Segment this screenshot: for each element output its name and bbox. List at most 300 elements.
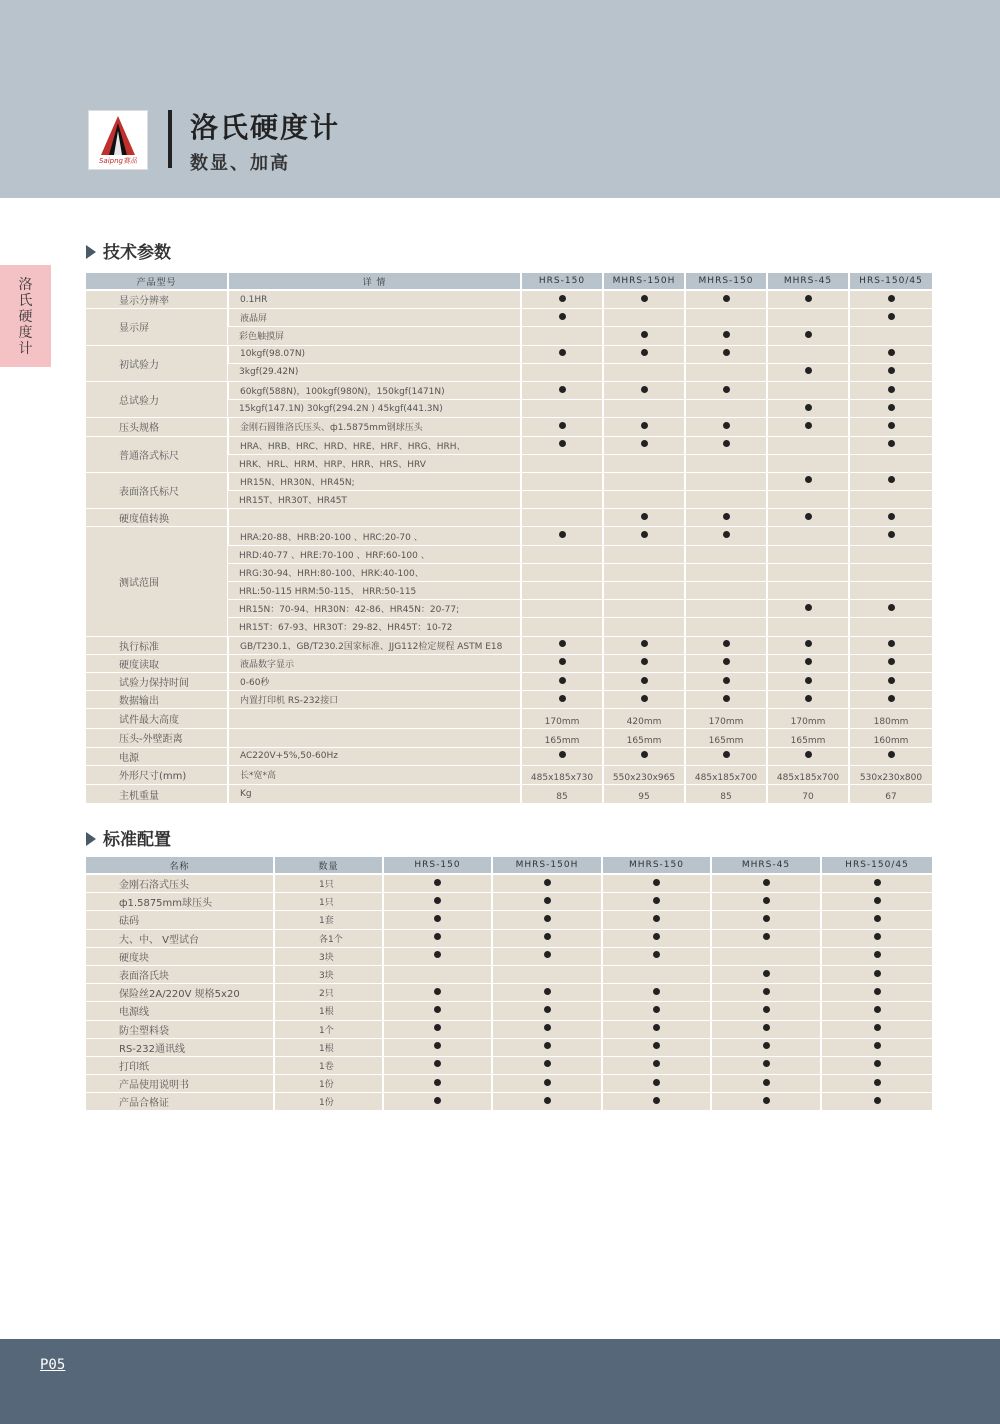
dot-icon (874, 933, 881, 940)
dot-icon (653, 1006, 660, 1013)
tech-table (86, 273, 932, 804)
column-header: MHRS-150H (603, 273, 685, 290)
column-header: HRS-150 (521, 273, 603, 290)
item-name: 砝码 (86, 911, 274, 929)
model-cell (849, 654, 932, 672)
column-header: 名称 (86, 857, 274, 874)
dot-icon (559, 640, 566, 647)
model-cell (849, 527, 932, 545)
model-cell (849, 672, 932, 690)
model-cell (711, 1038, 821, 1056)
dot-icon (888, 476, 895, 483)
model-cell (767, 527, 849, 545)
param-detail: 长*宽*高 (228, 765, 521, 784)
dot-icon (559, 313, 566, 320)
dot-icon (805, 476, 812, 483)
page-subtitle: 数显、加高 (190, 153, 290, 174)
table-row (86, 874, 932, 893)
param-detail: 15kgf(147.1N) 30kgf(294.2N ) 45kgf(441.3N) (228, 400, 521, 418)
model-cell (711, 984, 821, 1002)
model-cell (821, 893, 932, 911)
dot-icon (434, 1079, 441, 1086)
dot-icon (653, 879, 660, 886)
dot-icon (653, 915, 660, 922)
model-cell (603, 290, 685, 309)
table-row (86, 509, 932, 527)
dot-icon (888, 604, 895, 611)
model-cell (767, 636, 849, 654)
model-cell: 165mm (521, 728, 603, 747)
model-cell (849, 618, 932, 636)
dot-icon (641, 386, 648, 393)
model-cell: 165mm (685, 728, 767, 747)
model-cell (383, 874, 492, 893)
model-cell: 165mm (603, 728, 685, 747)
model-cell (685, 618, 767, 636)
dot-icon (559, 658, 566, 665)
dot-icon (559, 295, 566, 302)
dot-icon (641, 440, 648, 447)
model-cell (383, 1002, 492, 1020)
model-cell (685, 363, 767, 381)
dot-icon (763, 1006, 770, 1013)
dot-icon (763, 988, 770, 995)
model-cell: 165mm (767, 728, 849, 747)
model-cell (603, 509, 685, 527)
dot-icon (544, 1042, 551, 1049)
model-cell: 420mm (603, 709, 685, 728)
dot-icon (641, 677, 648, 684)
model-cell: 485x185x700 (767, 765, 849, 784)
dot-icon (874, 1006, 881, 1013)
model-cell (685, 654, 767, 672)
model-cell (767, 363, 849, 381)
param-name: 电源 (86, 747, 228, 765)
table-row (86, 765, 932, 784)
model-cell (849, 600, 932, 618)
section-config-label: 标准配置 (103, 830, 171, 850)
model-cell (603, 545, 685, 563)
model-cell (821, 1075, 932, 1093)
dot-icon (805, 695, 812, 702)
dot-icon (434, 915, 441, 922)
model-cell (685, 545, 767, 563)
dot-icon (723, 640, 730, 647)
dot-icon (805, 658, 812, 665)
param-detail: 60kgf(588N)，100kgf(980N)，150kgf(1471N) (228, 381, 521, 399)
dot-icon (559, 386, 566, 393)
model-cell: 95 (603, 785, 685, 804)
model-cell (492, 965, 602, 983)
dot-icon (559, 349, 566, 356)
param-detail: 内置打印机 RS-232接口 (228, 691, 521, 709)
model-cell (711, 947, 821, 965)
dot-icon (653, 897, 660, 904)
model-cell: 530x230x800 (849, 765, 932, 784)
footer-band (0, 1339, 1000, 1424)
dot-icon (805, 513, 812, 520)
model-cell (521, 327, 603, 345)
table-row (86, 929, 932, 947)
model-cell (492, 1056, 602, 1074)
model-cell (711, 893, 821, 911)
dot-icon (874, 1042, 881, 1049)
dot-icon (559, 531, 566, 538)
section-config-title (86, 825, 171, 850)
model-cell (767, 309, 849, 327)
column-header: MHRS-45 (767, 273, 849, 290)
model-cell (603, 582, 685, 600)
param-detail (228, 509, 521, 527)
model-cell (685, 327, 767, 345)
param-detail: HR15N：70-94、HR30N：42-86、HR45N：20-77; (228, 600, 521, 618)
model-cell (492, 1020, 602, 1038)
table-row (86, 785, 932, 804)
model-cell (602, 965, 711, 983)
table-row (86, 290, 932, 309)
model-cell (492, 893, 602, 911)
model-cell: 70 (767, 785, 849, 804)
model-cell (521, 400, 603, 418)
table-row (86, 911, 932, 929)
item-name: 产品合格证 (86, 1093, 274, 1111)
model-cell: 180mm (849, 709, 932, 728)
param-name: 普通洛式标尺 (86, 436, 228, 472)
dot-icon (874, 1060, 881, 1067)
model-cell (602, 1093, 711, 1111)
model-cell (383, 911, 492, 929)
item-qty: 3块 (274, 965, 383, 983)
model-cell (767, 672, 849, 690)
model-cell (685, 509, 767, 527)
item-name: 产品使用说明书 (86, 1075, 274, 1093)
param-detail: HRA:20-88、HRB:20-100 、HRC:20-70 、 (228, 527, 521, 545)
model-cell (602, 893, 711, 911)
param-detail: 0.1HR (228, 290, 521, 309)
header-band (0, 0, 1000, 198)
param-detail: GB/T230.1、GB/T230.2国家标准、JJG112检定规程 ASTM E18 (228, 636, 521, 654)
item-name: 防尘塑料袋 (86, 1020, 274, 1038)
model-cell (685, 563, 767, 581)
model-cell (849, 472, 932, 490)
dot-icon (434, 1024, 441, 1031)
model-cell (603, 309, 685, 327)
model-cell (685, 454, 767, 472)
model-cell (521, 454, 603, 472)
model-cell (602, 984, 711, 1002)
table-row (86, 965, 932, 983)
table-row (86, 309, 932, 327)
model-cell (521, 509, 603, 527)
model-cell (767, 582, 849, 600)
model-cell (711, 874, 821, 893)
dot-icon (723, 422, 730, 429)
dot-icon (888, 640, 895, 647)
model-cell (521, 636, 603, 654)
model-cell (849, 491, 932, 509)
model-cell (711, 911, 821, 929)
model-cell (492, 947, 602, 965)
model-cell (603, 563, 685, 581)
model-cell (602, 874, 711, 893)
dot-icon (434, 897, 441, 904)
model-cell (603, 691, 685, 709)
param-name: 主机重量 (86, 785, 228, 804)
param-detail: Kg (228, 785, 521, 804)
model-cell (603, 400, 685, 418)
model-cell (383, 1093, 492, 1111)
model-cell (521, 472, 603, 490)
dot-icon (805, 331, 812, 338)
column-header: HRS-150 (383, 857, 492, 874)
model-cell (602, 929, 711, 947)
model-cell (821, 1002, 932, 1020)
item-qty: 1只 (274, 874, 383, 893)
dot-icon (641, 349, 648, 356)
model-cell (767, 418, 849, 436)
dot-icon (641, 751, 648, 758)
item-qty: 1卷 (274, 1056, 383, 1074)
model-cell: 170mm (521, 709, 603, 728)
model-cell (849, 327, 932, 345)
side-tab (0, 265, 51, 367)
column-header: 数量 (274, 857, 383, 874)
model-cell (602, 1020, 711, 1038)
item-qty: 2只 (274, 984, 383, 1002)
dot-icon (763, 1060, 770, 1067)
model-cell (492, 1038, 602, 1056)
model-cell (849, 454, 932, 472)
model-cell (383, 1020, 492, 1038)
model-cell (849, 582, 932, 600)
dot-icon (763, 1097, 770, 1104)
model-cell (767, 545, 849, 563)
param-name: 数据输出 (86, 691, 228, 709)
dot-icon (805, 367, 812, 374)
dot-icon (805, 640, 812, 647)
dot-icon (641, 695, 648, 702)
model-cell (603, 363, 685, 381)
dot-icon (544, 951, 551, 958)
model-cell (849, 691, 932, 709)
page-title: 洛氏硬度计 (190, 111, 341, 144)
model-cell (603, 491, 685, 509)
model-cell (521, 491, 603, 509)
table-row (86, 1093, 932, 1111)
dot-icon (544, 1097, 551, 1104)
model-cell (767, 691, 849, 709)
model-cell (849, 418, 932, 436)
dot-icon (723, 295, 730, 302)
model-cell (685, 636, 767, 654)
item-name: 金刚石洛式压头 (86, 874, 274, 893)
dot-icon (874, 1079, 881, 1086)
model-cell (603, 672, 685, 690)
model-cell (521, 545, 603, 563)
model-cell (492, 1075, 602, 1093)
model-cell (849, 436, 932, 454)
model-cell (685, 381, 767, 399)
dot-icon (641, 331, 648, 338)
model-cell (685, 527, 767, 545)
dot-icon (805, 404, 812, 411)
dot-icon (653, 1079, 660, 1086)
table-row (86, 436, 932, 454)
dot-icon (544, 1024, 551, 1031)
table-row (86, 472, 932, 490)
column-header: MHRS-150H (492, 857, 602, 874)
param-detail: HRA、HRB、HRC、HRD、HRE、HRF、HRG、HRH、 (228, 436, 521, 454)
model-cell (685, 345, 767, 363)
model-cell (821, 911, 932, 929)
item-qty: 各1个 (274, 929, 383, 947)
model-cell (711, 1056, 821, 1074)
model-cell (521, 363, 603, 381)
model-cell: 485x185x730 (521, 765, 603, 784)
param-name: 总试验力 (86, 381, 228, 417)
dot-icon (763, 933, 770, 940)
model-cell (603, 527, 685, 545)
dot-icon (888, 531, 895, 538)
dot-icon (888, 386, 895, 393)
table-row (86, 345, 932, 363)
model-cell (849, 545, 932, 563)
section-tech-title (86, 238, 171, 263)
model-cell (603, 327, 685, 345)
table-row (86, 1075, 932, 1093)
dot-icon (805, 677, 812, 684)
model-cell (685, 418, 767, 436)
model-cell (383, 947, 492, 965)
model-cell (767, 509, 849, 527)
model-cell (521, 527, 603, 545)
model-cell (603, 747, 685, 765)
dot-icon (723, 677, 730, 684)
model-cell (821, 874, 932, 893)
param-detail: 3kgf(29.42N) (228, 363, 521, 381)
page-number: P05 (40, 1357, 66, 1373)
item-qty: 1个 (274, 1020, 383, 1038)
model-cell (767, 454, 849, 472)
dot-icon (805, 604, 812, 611)
item-qty: 3块 (274, 947, 383, 965)
item-name: 电源线 (86, 1002, 274, 1020)
param-detail: HRK、HRL、HRM、HRP、HRR、HRS、HRV (228, 454, 521, 472)
dot-icon (874, 951, 881, 958)
model-cell (521, 381, 603, 399)
dot-icon (805, 751, 812, 758)
param-name: 试件最大高度 (86, 709, 228, 728)
param-detail: HRL:50-115 HRM:50-115、 HRR:50-115 (228, 582, 521, 600)
model-cell: 85 (521, 785, 603, 804)
model-cell (849, 400, 932, 418)
dot-icon (888, 349, 895, 356)
dot-icon (559, 422, 566, 429)
param-detail (228, 728, 521, 747)
model-cell: 170mm (767, 709, 849, 728)
model-cell (821, 1020, 932, 1038)
param-name: 压头规格 (86, 418, 228, 436)
model-cell (521, 747, 603, 765)
param-detail: 0-60秒 (228, 672, 521, 690)
dot-icon (544, 1060, 551, 1067)
param-detail: 液晶数字显示 (228, 654, 521, 672)
column-header: HRS-150/45 (821, 857, 932, 874)
model-cell (685, 309, 767, 327)
model-cell (685, 400, 767, 418)
param-detail: AC220V+5%,50-60Hz (228, 747, 521, 765)
dot-icon (434, 879, 441, 886)
param-detail: 彩色触摸屏 (228, 327, 521, 345)
dot-icon (544, 933, 551, 940)
model-cell (521, 436, 603, 454)
model-cell (383, 1056, 492, 1074)
item-name: 保险丝2A/220V 规格5x20 (86, 984, 274, 1002)
item-qty: 1根 (274, 1038, 383, 1056)
dot-icon (723, 349, 730, 356)
dot-icon (888, 658, 895, 665)
dot-icon (544, 915, 551, 922)
table-row (86, 1038, 932, 1056)
model-cell: 85 (685, 785, 767, 804)
param-name: 压头-外壁距离 (86, 728, 228, 747)
model-cell: 170mm (685, 709, 767, 728)
dot-icon (888, 295, 895, 302)
model-cell (767, 491, 849, 509)
model-cell (521, 600, 603, 618)
item-name: 表面洛氏块 (86, 965, 274, 983)
model-cell (383, 1075, 492, 1093)
dot-icon (723, 751, 730, 758)
model-cell (821, 929, 932, 947)
column-header: MHRS-150 (602, 857, 711, 874)
dot-icon (559, 751, 566, 758)
item-name: 打印纸 (86, 1056, 274, 1074)
model-cell (849, 509, 932, 527)
model-cell (383, 965, 492, 983)
dot-icon (544, 897, 551, 904)
model-cell (711, 1093, 821, 1111)
param-name: 硬度值转换 (86, 509, 228, 527)
model-cell (767, 747, 849, 765)
table-row (86, 636, 932, 654)
model-cell (492, 1093, 602, 1111)
table-row (86, 1056, 932, 1074)
param-name: 硬度读取 (86, 654, 228, 672)
item-qty: 1根 (274, 1002, 383, 1020)
param-name: 显示屏 (86, 309, 228, 345)
model-cell (492, 874, 602, 893)
dot-icon (641, 295, 648, 302)
table-row (86, 418, 932, 436)
dot-icon (559, 440, 566, 447)
dot-icon (874, 1097, 881, 1104)
table-row (86, 1020, 932, 1038)
dot-icon (888, 751, 895, 758)
dot-icon (763, 915, 770, 922)
dot-icon (888, 313, 895, 320)
dot-icon (874, 879, 881, 886)
model-cell (767, 381, 849, 399)
model-cell (383, 893, 492, 911)
param-detail: 10kgf(98.07N) (228, 345, 521, 363)
item-qty: 1只 (274, 893, 383, 911)
model-cell (521, 672, 603, 690)
dot-icon (653, 951, 660, 958)
model-cell (767, 327, 849, 345)
item-qty: 1份 (274, 1093, 383, 1111)
table-row (86, 893, 932, 911)
